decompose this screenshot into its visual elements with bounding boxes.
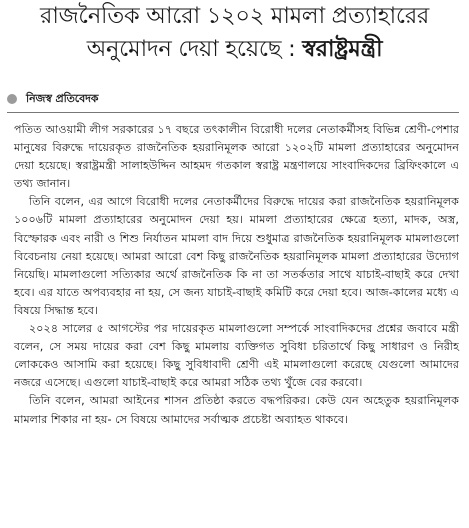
paragraph-2: তিনি বলেন, এর আগে বিরোধী দলের নেতাকর্মীদের বিরুদ্ধে দায়ের করা রাজনৈতিক হয়রানিমূলক ১০০৬টি মামলা প্রত্যাহারের অনুমোদন দেয়া হয়। মামলা প্রত্যাহারের ক্ষেত্রে হত্যা, মাদক, অস্ত্র, বিস্ফোরক এবং নারী ও শিশু নির্যাতন মামলা বাদ দিয়ে শুধুমাত্র রাজনৈতিক হয়রানিমূলক মামলাগুলো বিবেচনায় নেয়া হয়েছে। আমরা আরো বেশ কিছু রাজনৈতিক হয়রানিমূলক মামলা প্রত্যাহারের উদ্যোগ নিয়েছি। মামলাগুলো সত্যিকার অর্থে রাজনৈতিক কি না তা সতর্কতার সাথে যাচাই-বাছাই করে দেখা হবে। এর যাতে অপব্যবহার না হয়, সে জন্য যাচাই-বাছাই কমিটি করে দেয়া হবে। আজ-কালের মধ্যে এ বিষয়ে সিদ্ধান্ত হবে।: [14, 195, 459, 317]
headline-line-1: রাজনৈতিক আরো ১২০২ মামলা প্রত্যাহারের: [39, 3, 430, 29]
paragraph-1: পতিত আওয়ামী লীগ সরকারের ১৭ বছরে তৎকালীন বিরোধী দলের নেতাকর্মীসহ বিভিন্ন শ্রেণী-পেশার মানুষের বিরুদ্ধে দায়েরকৃত রাজনৈতিক হয়রানিমূলক আরো ১২০২টি মামলা প্রত্যাহারের অনুমোদন দেয়া হয়েছে। স্বরাষ্ট্রমন্ত্রী সালাহউদ্দিন আহমদ গতকাল স্বরাষ্ট্র মন্ত্রণালয়ে সাংবাদিকদের ব্রিফিংকালে এ তথ্য জানান।: [14, 123, 459, 191]
headline: [0, 0, 469, 66]
bullet-icon: [7, 94, 17, 104]
paragraph-3: ২০২৪ সালের ৫ আগস্টের পর দায়েরকৃত মামলাগুলো সম্পর্কে সাংবাদিকদের প্রশ্নের জবাবে মন্ত্রী বলেন, সে সময় দায়ের করা বেশ কিছু মামলায় ব্যক্তিগত সুবিধা চরিতার্থে কিছু সাধারণ ও নিরীহ লোককেও আসামি করা হয়েছে। কিছু সুবিধাবাদী শ্রেণী এই মামলাগুলো করেছে যেগুলো আমাদের নজরে এসেছে। এগুলো যাচাই-বাছাই করে আমরা সঠিক তথ্য খুঁজে বের করবো।: [14, 322, 459, 390]
headline-attribution: স্বরাষ্ট্রমন্ত্রী: [302, 36, 383, 62]
article-body: [14, 121, 459, 429]
divider: [7, 112, 459, 113]
headline-line-2-text: অনুমোদন দেয়া হয়েছে :: [86, 36, 296, 62]
paragraph-4: তিনি বলেন, আমরা আইনের শাসন প্রতিষ্ঠা করতে বদ্ধপরিকর। কেউ যেন অহেতুক হয়রানিমূলক মামলার শিকার না হয়- সে বিষয়ে আমাদের সর্বাত্মক প্রচেষ্টা অব্যাহত থাকবে।: [14, 394, 459, 426]
headline-line-2: [0, 33, 469, 66]
byline: নিজস্ব প্রতিবেদক: [26, 92, 99, 105]
byline-row: [7, 91, 459, 113]
